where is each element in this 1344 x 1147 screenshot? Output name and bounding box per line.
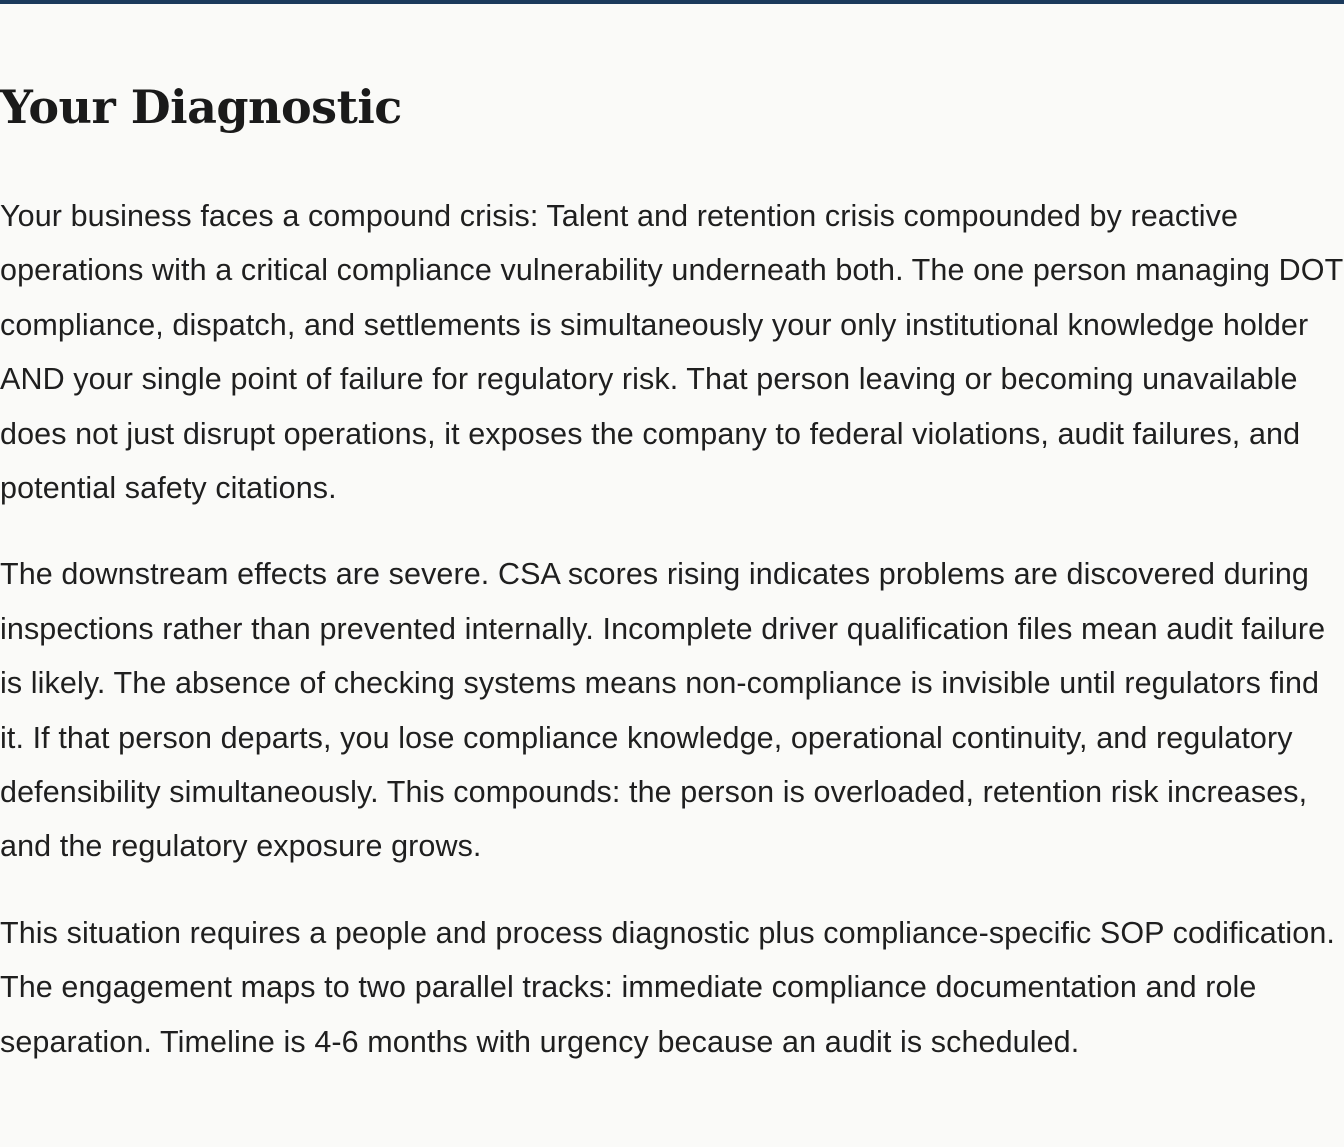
top-accent-rule bbox=[0, 0, 1344, 4]
diagnostic-paragraph-1: Your business faces a compound crisis: Talent and retention crisis compounded by reactive operations with a critical compliance vulnerability underneath both. The one person managing DOT compliance, dispatch, and settlements is simultaneously your only institutional knowledge holder AND your single point of failure for regulatory risk. That person leaving or becoming unavailable does not just disrupt operations, it exposes the company to federal violations, audit failures, and potential safety citations. bbox=[0, 199, 1343, 506]
diagnostic-paragraph-2: The downstream effects are severe. CSA scores rising indicates problems are discovered during inspections rather than prevented internally. Incomplete driver qualification files mean audit failure is likely. The absence of checking systems means non-compliance is invisible until regulators find it. If that person departs, you lose compliance knowledge, operational continuity, and regulatory defensibility simultaneously. This compounds: the person is overloaded, retention risk increases, and the regulatory exposure grows. bbox=[0, 557, 1326, 864]
section-title: Your Diagnostic bbox=[0, 80, 402, 134]
diagnostic-paragraph-3: This situation requires a people and process diagnostic plus compliance-specific SOP codification. The engagement maps to two parallel tracks: immediate compliance documentation and role separation. Timeline is 4-6 months with urgency because an audit is scheduled. bbox=[0, 915, 1336, 1059]
diagnostic-section bbox=[0, 78, 1344, 1069]
